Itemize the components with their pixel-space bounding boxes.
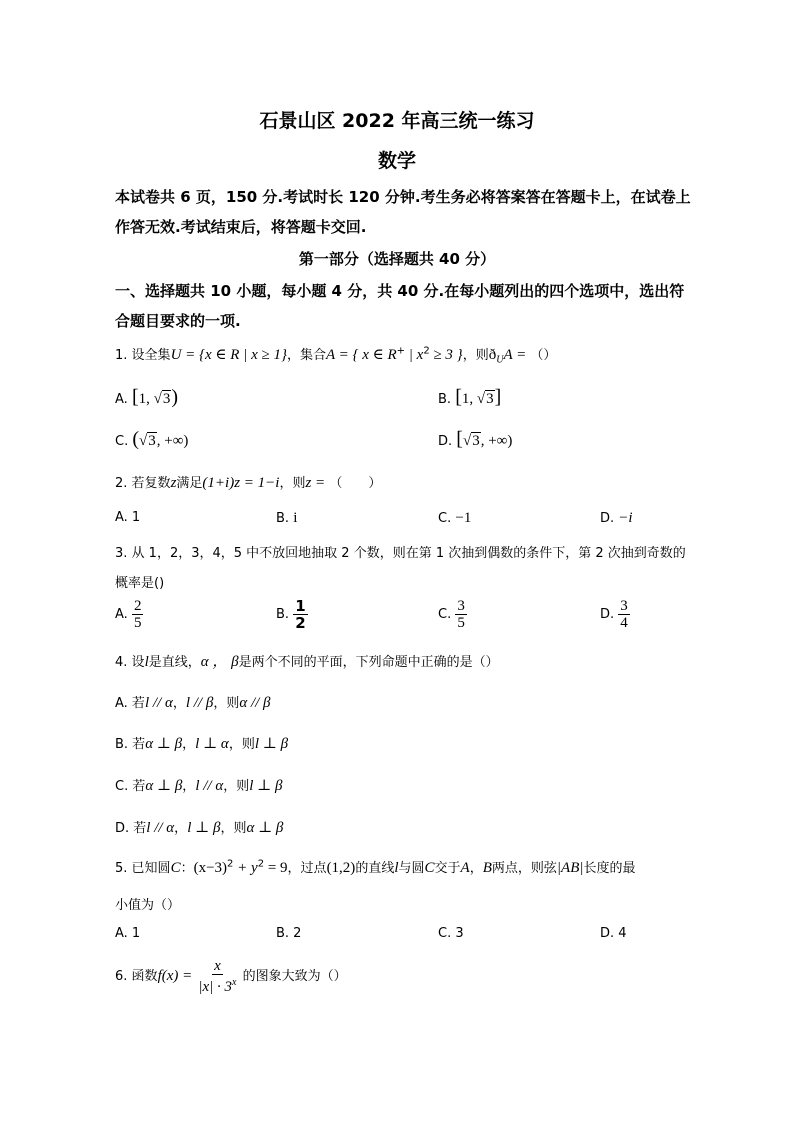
subject-title: 数学 <box>377 150 416 172</box>
question-6: 6. 函数f(x) = $\frac{x}{|x| \cdot 3^x}$ 的图象大致为（） <box>115 958 347 995</box>
question-number: 4. <box>115 655 128 670</box>
q1-text: 设全集 <box>131 348 171 363</box>
q5-option-b: B. 2 <box>276 926 302 941</box>
option-label: B. <box>276 607 290 622</box>
answer-paren: （） <box>530 348 557 363</box>
question-2 <box>115 472 381 492</box>
q1-option-b: B. [1, √3] <box>438 386 502 408</box>
q5-option-d: D. 4 <box>600 926 627 941</box>
q2-option-b <box>276 510 297 527</box>
option-label: C. <box>115 434 129 449</box>
q1-sup: + <box>396 345 406 357</box>
question-4 <box>115 650 499 671</box>
option-label: D. <box>600 511 615 526</box>
q1-set-u: U = {x ∈ R | x ≥ 1} <box>170 347 287 363</box>
fraction: $\frac{1}{2}$ <box>295 597 306 632</box>
q5-option-c: C. 3 <box>438 926 464 941</box>
question-3-line-1: 3. 从 1，2，3，4，5 中不放回地抽取 2 个数，则在第 1 次抽到偶数的条件下，第 2 次抽到奇数的 <box>115 546 686 561</box>
q5-option-a: A. 1 <box>115 926 141 941</box>
q4-text: 是两个不同的平面，下列命题中正确的是（） <box>238 655 499 670</box>
option-value: i <box>293 510 298 526</box>
q1-sup: 2 <box>423 345 430 357</box>
q2-text: 满足 <box>176 476 203 491</box>
q2-var: z <box>170 475 177 491</box>
section-line-2: 合题目要求的一项. <box>115 312 241 330</box>
option-value: , +∞) <box>480 433 513 449</box>
option-label: A. <box>115 392 128 407</box>
fraction: $\frac{3}{4}$ <box>620 598 628 631</box>
bracket: ( <box>132 428 140 450</box>
q1-set-a: ≥ 3 } <box>429 347 463 363</box>
instructions-line-2: 作答无效.考试结束后，将答题卡交回. <box>115 218 367 236</box>
option-label: D. <box>438 434 453 449</box>
q2-equation: (1+i)z = 1−i <box>202 475 280 491</box>
q2-option-d <box>600 510 633 527</box>
option-label: A. <box>115 607 128 622</box>
q2-text: 若复数 <box>131 476 171 491</box>
q1-option-c: C. (√3, +∞) <box>115 428 189 450</box>
q3-option-b <box>276 598 308 631</box>
q4-option-a: A. 若l // α，l // β，则α // β <box>115 695 271 711</box>
question-number: 1. <box>115 348 128 363</box>
question-5-line-2: 小值为（） <box>115 898 181 913</box>
q4-text: 设 <box>131 655 145 670</box>
q4-planes: α ， β <box>200 654 239 670</box>
q2-text: ，则 <box>279 476 306 491</box>
q1-sub: U <box>496 354 504 366</box>
q4-option-b: B. 若α ⊥ β，l ⊥ α，则l ⊥ β <box>115 736 289 752</box>
instructions-line-1: 本试卷共 6 页，150 分.考试时长 120 分钟.考生务必将答案答在答题卡上，在试卷上 <box>115 188 691 206</box>
page-title: 石景山区 2022 年高三统一练习 <box>259 110 535 132</box>
fraction: $\frac{3}{5}$ <box>457 598 465 631</box>
q1-set-a: A = { x ∈ R <box>325 347 397 363</box>
q1-complement: A = <box>503 347 527 363</box>
q4-text: 是直线， <box>148 655 201 670</box>
q3-option-a <box>115 598 143 631</box>
q1-option-a: A. [1, √3) <box>115 386 179 408</box>
question-number: 2. <box>115 476 128 491</box>
q4-option-c: C. 若α ⊥ β，l // α，则l ⊥ β <box>115 778 283 794</box>
option-label: B. <box>276 511 290 526</box>
option-label: C. <box>438 607 452 622</box>
sqrt-radicand: 3 <box>472 433 480 449</box>
question-1 <box>115 344 556 366</box>
bracket: ] <box>494 386 502 408</box>
sqrt-radicand: 3 <box>486 391 494 407</box>
q1-text: ，集合 <box>286 348 326 363</box>
q4-var: l <box>144 654 149 670</box>
q1-text: ，则 <box>462 348 489 363</box>
fraction: $\frac{x}{|x| \cdot 3^x}$ <box>198 958 237 995</box>
option-value: −i <box>618 510 633 526</box>
option-label: D. <box>600 607 615 622</box>
q2-option-c <box>438 510 471 527</box>
sqrt-radicand: 3 <box>162 391 171 407</box>
option-value: 1, <box>138 391 154 407</box>
question-5: 5. 已知圆C：$(x-3)^2 + y^2 = 9$，过点(1,2)的直线l与圆C交于A，B两点，则弦|AB|长度的最 <box>115 858 636 876</box>
q2-var: z = <box>305 475 326 491</box>
bracket: [ <box>455 386 462 408</box>
q3-option-d <box>600 598 630 631</box>
question-3-line-2: 概率是() <box>115 576 165 591</box>
option-label: B. <box>438 392 452 407</box>
sqrt-radicand: 3 <box>148 433 156 449</box>
bracket: [ <box>456 428 463 450</box>
q1-option-d: D. [√3, +∞) <box>438 428 513 450</box>
question-number: 5. <box>115 861 128 876</box>
q1-set-a: | x <box>405 347 424 363</box>
question-number: 6. <box>115 969 128 984</box>
complement-symbol: ð <box>488 347 497 363</box>
answer-paren: （ ） <box>329 476 382 491</box>
fraction: $\frac{2}{5}$ <box>133 598 142 631</box>
part-title: 第一部分（选择题共 40 分） <box>298 250 496 268</box>
option-label: C. <box>438 511 452 526</box>
q3-option-c <box>438 598 467 631</box>
option-value: 1, <box>461 391 477 407</box>
option-value: , +∞) <box>156 433 189 449</box>
option-value: −1 <box>455 510 472 526</box>
bracket: [ <box>131 386 139 408</box>
q4-option-d: D. 若l // α，l ⊥ β，则α ⊥ β <box>115 820 284 836</box>
q2-option-a: A. 1 <box>115 510 141 525</box>
section-line-1: 一、选择题共 10 小题，每小题 4 分，共 40 分.在每小题列出的四个选项中，选出符 <box>115 282 685 300</box>
bracket: ) <box>171 386 179 408</box>
